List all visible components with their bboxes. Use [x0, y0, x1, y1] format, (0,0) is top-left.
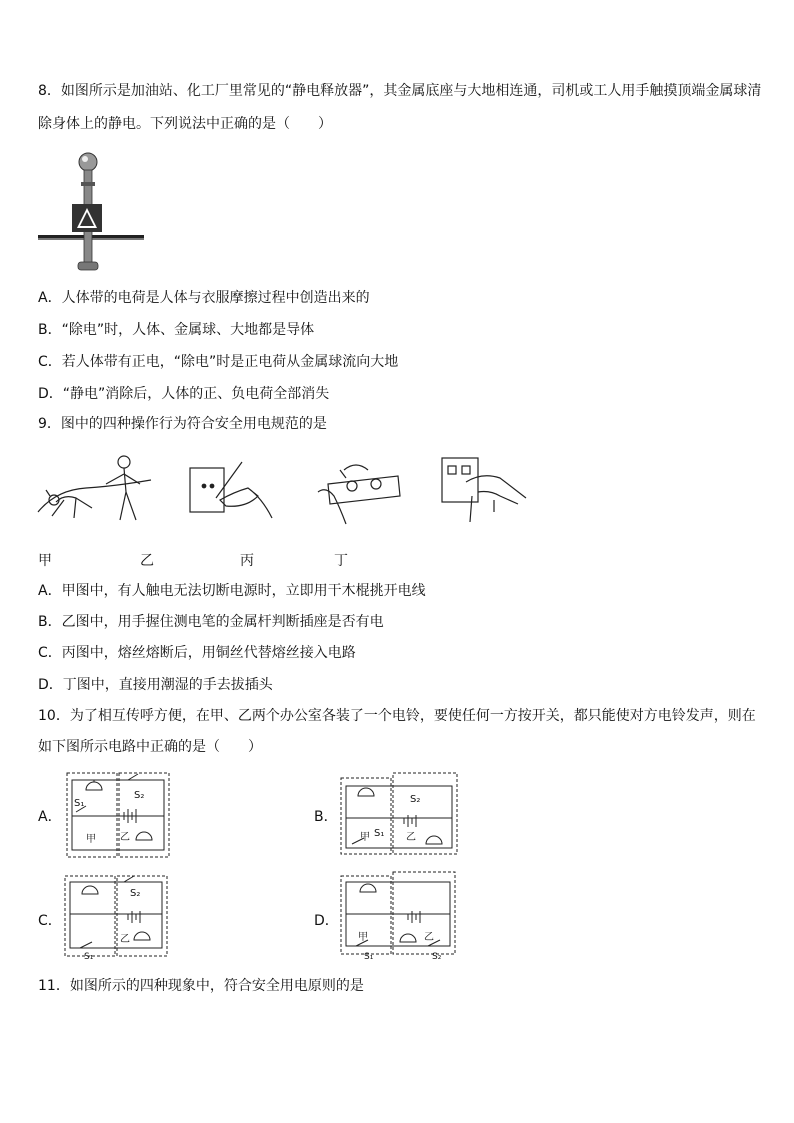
- q9-option-a: A．甲图中，有人触电无法切断电源时，立即用干木棍挑开电线: [38, 583, 426, 599]
- q9-option-c: C．丙图中，熔丝熔断后，用铜丝代替熔丝接入电路: [38, 645, 356, 661]
- q10-circuit-a: [66, 772, 172, 860]
- q9-figure-jia: [36, 450, 156, 530]
- q8-stem-line2: 除身体上的静电。下列说法中正确的是（ ）: [38, 116, 332, 132]
- q10-d-s1: S₁: [364, 952, 374, 962]
- q10-option-a-letter: A．: [38, 809, 62, 825]
- q9-figure-yi: [186, 458, 276, 528]
- q10-c-s2: S₂: [130, 888, 141, 899]
- q10-circuit-c: [64, 872, 170, 964]
- q9-option-b: B．乙图中，用手握住测电笔的金属杆判断插座是否有电: [38, 614, 384, 630]
- q8-option-a: A．人体带的电荷是人体与衣服摩擦过程中创造出来的: [38, 290, 370, 306]
- q9-label-yi: 乙: [140, 553, 154, 569]
- q10-circuit-b: [340, 772, 460, 856]
- q8-stem-line1: 8．如图所示是加油站、化工厂里常见的“静电释放器”，其金属底座与大地相连通，司机或工人用手触摸顶端金属球清: [38, 83, 762, 99]
- q10-b-yi: 乙: [406, 832, 416, 843]
- static-discharger-figure: [38, 150, 144, 272]
- q9-figure-bing: [316, 456, 402, 530]
- q10-a-jia: 甲: [86, 834, 96, 845]
- q8-option-c: C．若人体带有正电，“除电”时是正电荷从金属球流向大地: [38, 354, 399, 370]
- q10-stem-line1: 10．为了相互传呼方便，在甲、乙两个办公室各装了一个电铃，要使任何一方按开关，都只能使对方电铃发声，则在: [38, 708, 756, 724]
- q10-circuit-d: [340, 870, 458, 966]
- q8-option-b: B．“除电”时，人体、金属球、大地都是导体: [38, 322, 315, 338]
- q8-option-d: D．“静电”消除后，人体的正、负电荷全部消失: [38, 386, 330, 402]
- q9-label-bing: 丙: [240, 553, 254, 569]
- q11-stem: 11．如图所示的四种现象中，符合安全用电原则的是: [38, 978, 364, 994]
- q10-c-s1: S₁: [84, 952, 94, 962]
- q9-figure-ding: [438, 452, 530, 524]
- q10-d-s2: S₂: [432, 952, 442, 962]
- q10-a-yi: 乙: [120, 832, 130, 843]
- q10-stem-line2: 如下图所示电路中正确的是（ ）: [38, 739, 262, 755]
- q10-a-s2: S₂: [134, 790, 145, 801]
- q10-a-s1: S₁: [74, 798, 85, 809]
- q10-c-yi: 乙: [120, 934, 130, 945]
- q9-option-d: D．丁图中，直接用潮湿的手去拔插头: [38, 677, 273, 693]
- q10-option-b-letter: B．: [314, 809, 338, 825]
- q10-b-jia: 甲: [360, 832, 370, 843]
- q9-label-ding: 丁: [334, 553, 348, 569]
- q10-option-d-letter: D．: [314, 913, 339, 929]
- q9-stem: 9．图中的四种操作行为符合安全用电规范的是: [38, 416, 327, 432]
- q10-d-yi: 乙: [424, 932, 434, 943]
- q10-b-s2: S₂: [410, 794, 421, 805]
- q9-label-jia: 甲: [38, 553, 52, 569]
- q10-option-c-letter: C．: [38, 913, 62, 929]
- q10-b-s1: S₁: [374, 828, 385, 839]
- q10-d-jia: 甲: [358, 932, 368, 943]
